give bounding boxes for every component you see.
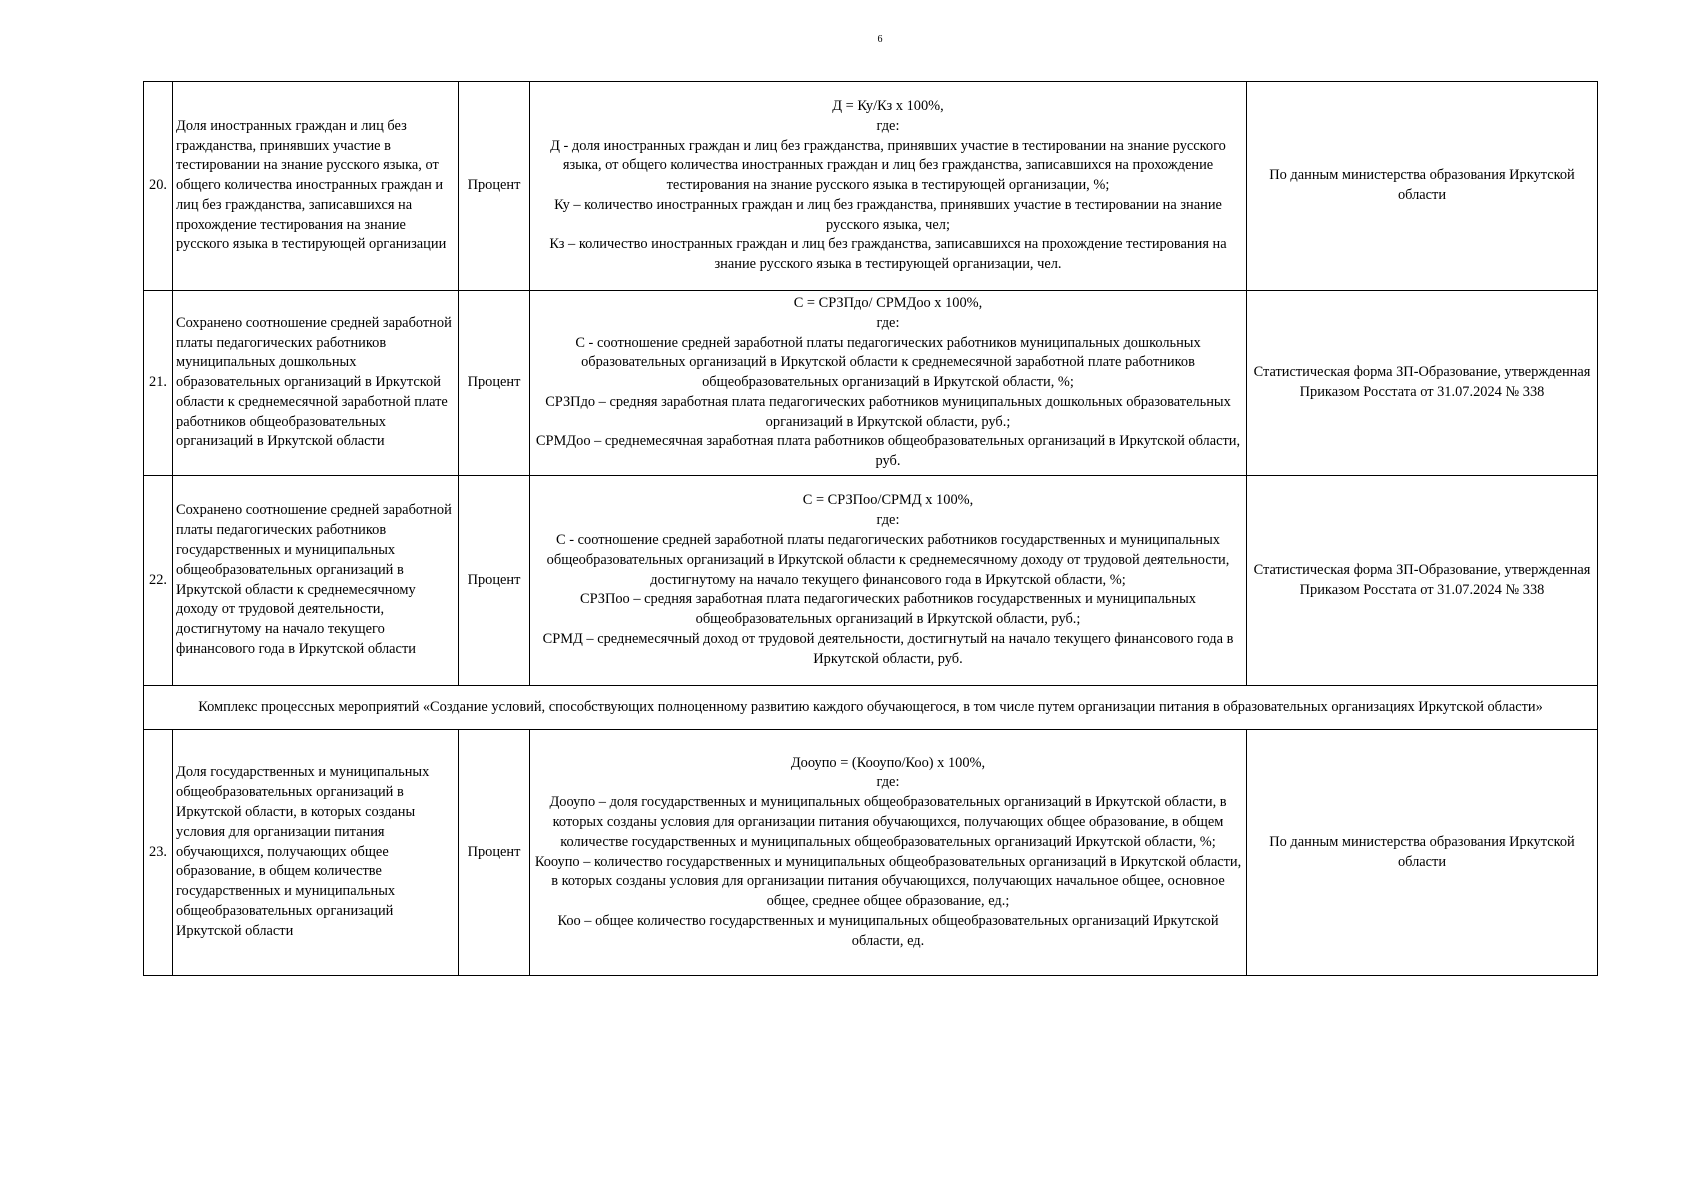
unit-of-measure: Процент xyxy=(459,476,530,686)
calculation-formula xyxy=(530,82,1247,291)
calculation-formula xyxy=(530,291,1247,476)
formula-line: Кооупо – количество государственных и муниципальных общеобразовательных организаций в Иркутской области, в которых созданы условия для организации питания обучающихся, получающих начальное общее, основное общее, среднее общее образование, ед.; xyxy=(534,853,1242,910)
formula-line: С = СРЗПдо/ СРМДоо х 100%, xyxy=(793,294,983,311)
row-number: 22. xyxy=(144,476,173,686)
table-row xyxy=(144,291,1598,476)
unit-of-measure: Процент xyxy=(459,730,530,976)
row-number: 23. xyxy=(144,730,173,976)
formula-line: Ку – количество иностранных граждан и лиц без гражданства, принявших участие в тестировании на знание русского языка, чел; xyxy=(554,196,1222,233)
formula-line: Дооупо – доля государственных и муниципальных общеобразовательных организаций в Иркутской области, в которых созданы условия для организации питания обучающихся, получающих общее образование, в общем количестве государственных и муниципальных общеобразовательных организаций Иркутской области, %; xyxy=(549,794,1227,850)
formula-line: С - соотношение средней заработной платы педагогических работников муниципальных дошкольных образовательных организаций в Иркутской области к среднемесячной заработной плате работников общеобразовательных организаций в Иркутской области, %; xyxy=(575,334,1201,391)
data-source: Статистическая форма ЗП-Образование, утвержденная Приказом Росстата от 31.07.2024 № 338 xyxy=(1247,291,1598,476)
section-header-row xyxy=(144,686,1598,730)
calculation-formula xyxy=(530,730,1247,976)
page-number: 6 xyxy=(877,34,883,45)
formula-line: где: xyxy=(876,117,900,134)
formula-line: Коо – общее количество государственных и муниципальных общеобразовательных организаций Иркутской области, ед. xyxy=(557,912,1219,949)
row-number: 21. xyxy=(144,291,173,476)
table-row xyxy=(144,730,1598,976)
formula-line: Дооупо = (Кооупо/Коо) х 100%, xyxy=(790,754,986,771)
row-number: 20. xyxy=(144,82,173,291)
formula-line: Д = Ку/Кз х 100%, xyxy=(832,97,944,114)
data-source: По данным министерства образования Иркутской области xyxy=(1247,82,1598,291)
formula-line: где: xyxy=(876,774,900,791)
formula-line: Д - доля иностранных граждан и лиц без гражданства, принявших участие в тестировании на знание русского языка, от общего количества иностранных граждан и лиц без гражданства, записавшихся на прохождение тестирования на знание русского языка в тестирующей организации, %; xyxy=(550,137,1226,194)
indicator-name: Сохранено соотношение средней заработной платы педагогических работников муниципальных дошкольных образовательных организаций в Иркутской области к среднемесячной заработной плате работников общеобразовательных организаций в Иркутской области xyxy=(173,291,459,476)
data-source: Статистическая форма ЗП-Образование, утвержденная Приказом Росстата от 31.07.2024 № 338 xyxy=(1247,476,1598,686)
indicator-name: Доля государственных и муниципальных общеобразовательных организаций в Иркутской области, в которых созданы условия для организации питания обучающихся, получающих общее образование, в общем количестве государственных и муниципальных общеобразовательных организаций Иркутской области xyxy=(173,730,459,976)
formula-line: где: xyxy=(876,512,900,529)
formula-line: С = СРЗПоо/СРМД х 100%, xyxy=(802,492,974,509)
calculation-formula xyxy=(530,476,1247,686)
formula-line: СРЗПоо – средняя заработная плата педагогических работников государственных и муниципальных общеобразовательных организаций в Иркутской области, руб.; xyxy=(579,591,1197,628)
formula-line: СРМДоо – среднемесячная заработная плата работников общеобразовательных организаций в Иркутской области, руб. xyxy=(535,433,1241,470)
indicator-name: Сохранено соотношение средней заработной платы педагогических работников государственных и муниципальных общеобразовательных организаций в Иркутской области к среднемесячному доходу от трудовой деятельности, достигнутому на начало текущего финансового года в Иркутской области xyxy=(173,476,459,686)
section-title: Комплекс процессных мероприятий «Создание условий, способствующих полноценному развитию каждого обучающегося, в том числе путем организации питания в образовательных организациях Иркутской области» xyxy=(144,686,1598,730)
unit-of-measure: Процент xyxy=(459,82,530,291)
formula-line: где: xyxy=(876,314,900,331)
data-source: По данным министерства образования Иркутской области xyxy=(1247,730,1598,976)
table-row xyxy=(144,82,1598,291)
formula-line: С - соотношение средней заработной платы педагогических работников государственных и муниципальных общеобразовательных организаций в Иркутской области к среднемесячному доходу от трудовой деятельности, достигнутому на начало текущего финансового года в Иркутской области, %; xyxy=(546,532,1230,588)
formula-line: Кз – количество иностранных граждан и лиц без гражданства, записавшихся на прохождение тестирования на знание русского языка в тестирующей организации, чел. xyxy=(549,236,1227,273)
formula-line: СРЗПдо – средняя заработная плата педагогических работников муниципальных дошкольных образовательных организаций в Иркутской области, руб.; xyxy=(545,393,1231,430)
indicators-table xyxy=(143,81,1598,976)
formula-line: СРМД – среднемесячный доход от трудовой деятельности, достигнутый на начало текущего финансового года в Иркутской области, руб. xyxy=(542,630,1234,667)
unit-of-measure: Процент xyxy=(459,291,530,476)
table-row xyxy=(144,476,1598,686)
indicator-name: Доля иностранных граждан и лиц без гражданства, принявших участие в тестировании на знание русского языка, от общего количества иностранных граждан и лиц без гражданства, записавшихся на прохождение тестирования на знание русского языка в тестирующей организации xyxy=(173,82,459,291)
